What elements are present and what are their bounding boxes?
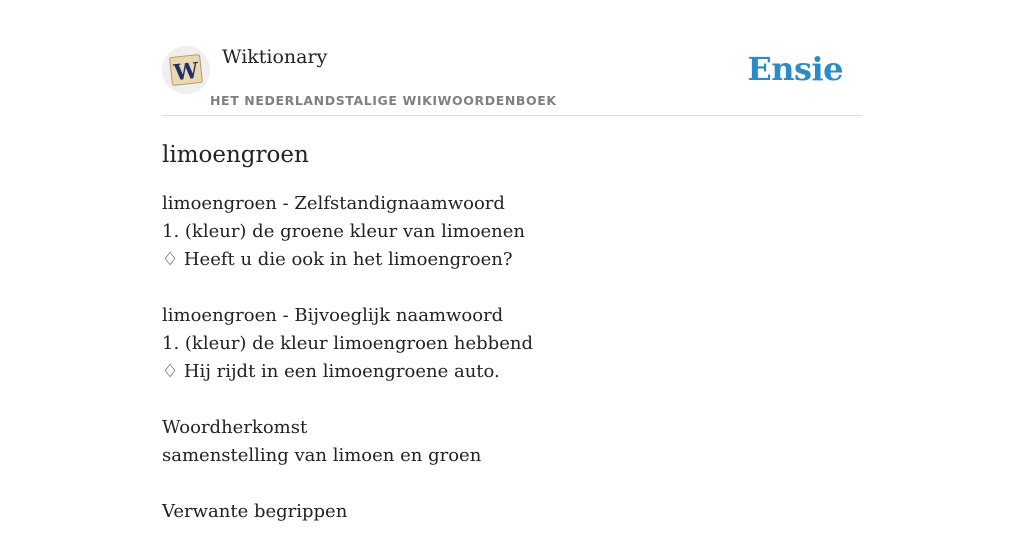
entry-content <box>162 190 862 526</box>
page <box>162 0 862 554</box>
etymology-heading: Woordherkomst <box>162 417 308 438</box>
etymology-text: samenstelling van limoen en groen <box>162 445 482 466</box>
wiktionary-logo-icon[interactable] <box>162 46 210 94</box>
site-name-link[interactable]: Wiktionary <box>222 46 328 68</box>
noun-definition: 1. (kleur) de groene kleur van limoenen <box>162 221 526 242</box>
site-tagline: HET NEDERLANDSTALIGE WIKIWOORDENBOEK <box>210 93 557 108</box>
related-section <box>162 498 862 526</box>
logo-tile-icon <box>167 51 205 89</box>
noun-heading: limoengroen - Zelfstandignaamwoord <box>162 193 505 214</box>
adjective-heading: limoengroen - Bijvoeglijk naamwoord <box>162 305 504 326</box>
etymology-section <box>162 414 862 470</box>
adjective-example: ♢ Hij rijdt in een limoengroene auto. <box>162 361 500 382</box>
logo-letter: W <box>172 57 200 87</box>
ensie-brand-link[interactable]: Ensie <box>747 50 843 88</box>
adjective-definition: 1. (kleur) de kleur limoengroen hebbend <box>162 333 533 354</box>
adjective-section <box>162 302 862 386</box>
related-heading: Verwante begrippen <box>162 501 348 522</box>
noun-example: ♢ Heeft u die ook in het limoengroen? <box>162 249 513 270</box>
noun-section <box>162 190 862 274</box>
site-header <box>162 0 862 116</box>
page-title: limoengroen <box>162 142 309 168</box>
